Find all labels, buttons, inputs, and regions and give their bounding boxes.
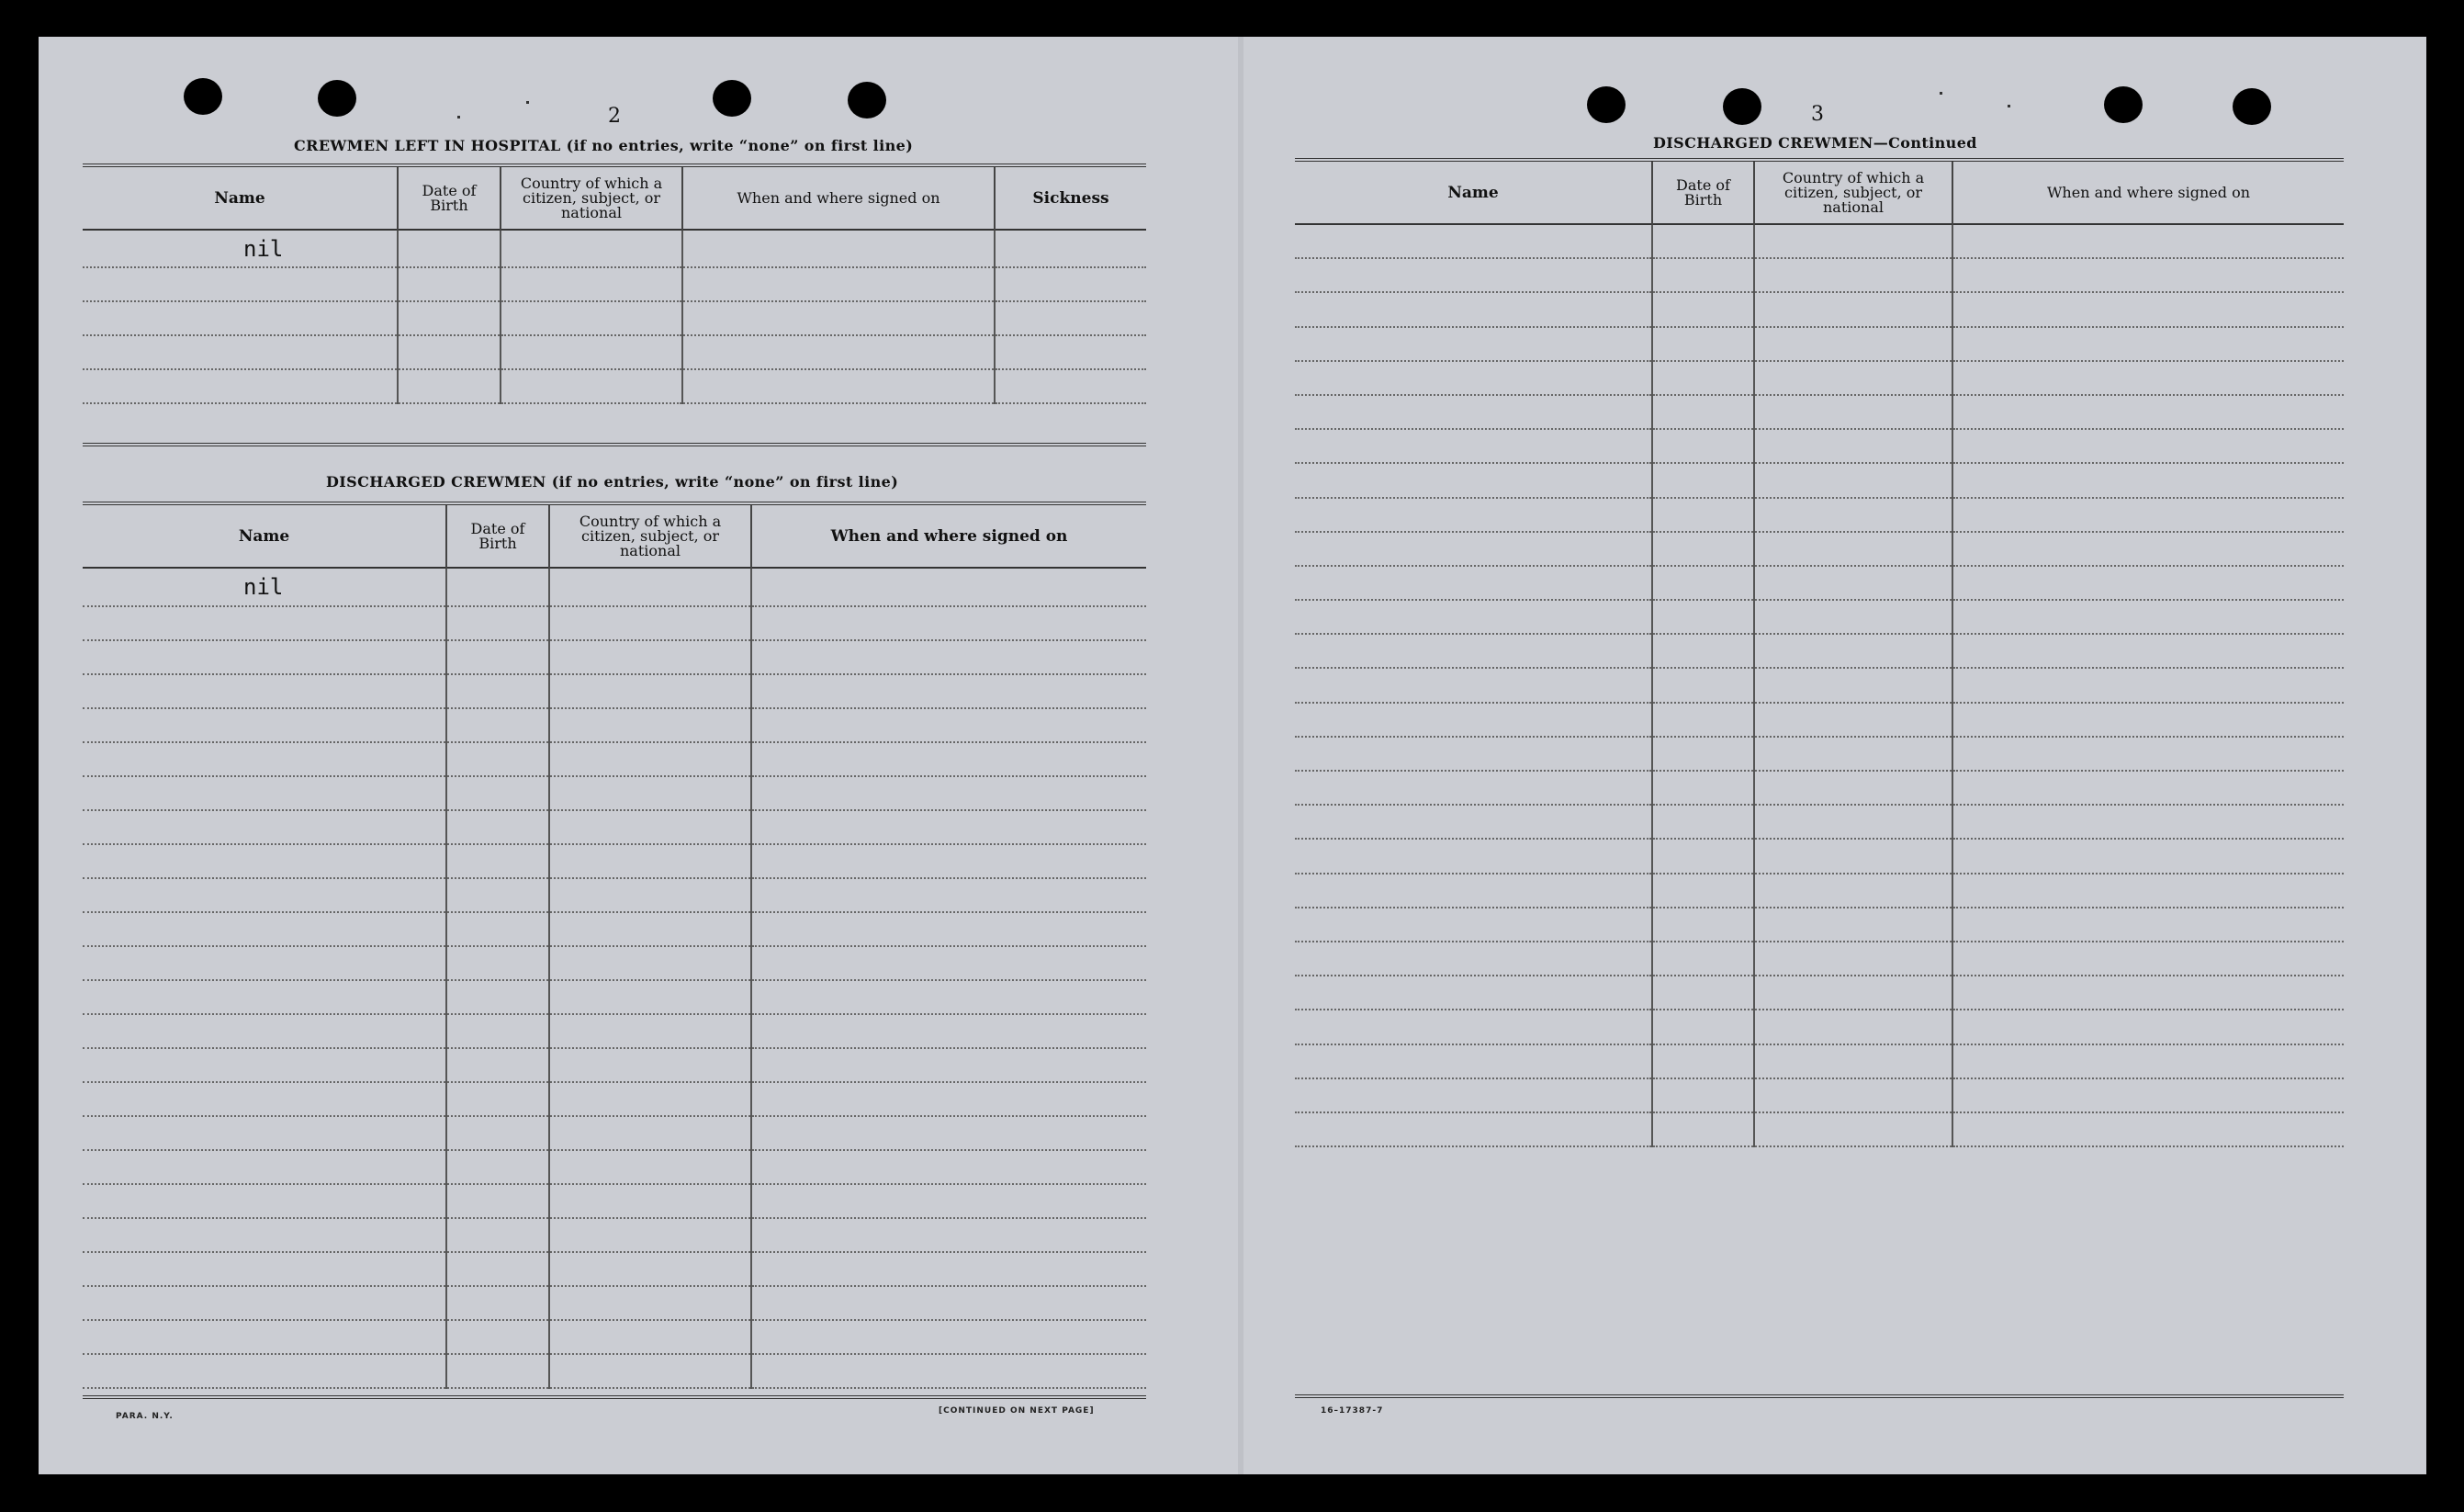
- punch-hole: [848, 82, 886, 118]
- table-row: [83, 776, 1146, 810]
- header-country: Country of which a citizen, subject, or national: [1754, 160, 1952, 224]
- table-row: [1295, 1078, 2344, 1112]
- table-row: [1295, 224, 2344, 258]
- table-row: [83, 1116, 1146, 1150]
- table-row: [83, 1218, 1146, 1252]
- table-row: [83, 674, 1146, 708]
- discharged-first-entry: nil: [83, 568, 446, 606]
- hospital-bottom-rule: [83, 443, 1146, 446]
- page-number-left: 2: [608, 105, 621, 128]
- header-country: Country of which a citizen, subject, or national: [501, 165, 682, 230]
- discharged-title-note: (if no entries, write “none” on first line): [551, 473, 899, 491]
- table-row: [83, 912, 1146, 946]
- table-row: [83, 742, 1146, 776]
- table-row: [83, 708, 1146, 742]
- punch-hole: [2233, 88, 2271, 125]
- header-date-of-birth: Date of Birth: [446, 503, 549, 568]
- speck: [2008, 105, 2010, 107]
- hospital-first-entry: nil: [83, 230, 398, 267]
- header-name: Name: [214, 188, 265, 208]
- table-row: [83, 1286, 1146, 1320]
- table-row: [1295, 361, 2344, 395]
- header-name: Name: [238, 526, 290, 546]
- punch-hole: [2104, 86, 2143, 123]
- hospital-title-note: (if no entries, write “none” on first line): [566, 137, 914, 154]
- table-row: [1295, 1010, 2344, 1044]
- footer-form-number: 16–17387-7: [1321, 1406, 1384, 1416]
- header-when-where-signed: When and where signed on: [751, 503, 1146, 568]
- table-row: [1295, 976, 2344, 1010]
- table-row: [1295, 703, 2344, 737]
- table-row: [83, 1354, 1146, 1388]
- table-row: [1295, 292, 2344, 326]
- discharged-table-right: [1295, 158, 2344, 1147]
- continued-label: —Continued: [1873, 134, 1977, 152]
- discharged-bottom-rule-left: [83, 1395, 1146, 1399]
- header-date-of-birth: Date of Birth: [1652, 160, 1754, 224]
- table-row: [83, 810, 1146, 844]
- table-row: [83, 980, 1146, 1014]
- table-row: [1295, 1044, 2344, 1078]
- table-row: [1295, 1112, 2344, 1146]
- table-row: [1295, 327, 2344, 361]
- header-sickness: Sickness: [995, 165, 1146, 230]
- table-row: [1295, 429, 2344, 463]
- table-row: [83, 1150, 1146, 1184]
- hospital-table: [83, 164, 1146, 404]
- table-row: [1295, 771, 2344, 805]
- header-when-where-signed: When and where signed on: [682, 165, 995, 230]
- table-row: [83, 1320, 1146, 1354]
- table-row: [1295, 498, 2344, 532]
- speck: [1940, 92, 1942, 95]
- table-row: [1295, 463, 2344, 497]
- table-row: [83, 1048, 1146, 1082]
- footer-printer: PARA. N.Y.: [116, 1412, 174, 1421]
- table-row: [83, 1184, 1146, 1218]
- discharged-section-title: [326, 473, 898, 491]
- table-row: [1295, 395, 2344, 429]
- table-row: [1295, 532, 2344, 566]
- table-row: [1295, 942, 2344, 976]
- discharged-table-left: [83, 502, 1146, 1389]
- hospital-title-text: CREWMEN LEFT IN HOSPITAL: [294, 137, 561, 154]
- table-row: [83, 1252, 1146, 1286]
- header-country: Country of which a citizen, subject, or national: [549, 503, 751, 568]
- punch-hole: [1723, 88, 1761, 125]
- discharged-title-text: DISCHARGED CREWMEN: [326, 473, 546, 491]
- table-row: [1295, 600, 2344, 634]
- table-row: [1295, 874, 2344, 908]
- punch-hole: [1587, 86, 1626, 123]
- header-when-where-signed: When and where signed on: [1952, 160, 2344, 224]
- speck: [526, 101, 529, 104]
- table-row: [1295, 737, 2344, 771]
- table-row: [1295, 634, 2344, 668]
- table-row: [83, 844, 1146, 878]
- table-row: [1295, 258, 2344, 292]
- footer-continued: [CONTINUED ON NEXT PAGE]: [939, 1406, 1095, 1416]
- continued-title-text: DISCHARGED CREWMEN: [1653, 134, 1873, 152]
- table-row: [1295, 805, 2344, 839]
- table-row: [1295, 839, 2344, 873]
- header-name: Name: [1447, 183, 1499, 202]
- table-row: [1295, 908, 2344, 942]
- header-date-of-birth: Date of Birth: [398, 165, 501, 230]
- table-row: [83, 946, 1146, 980]
- discharged-bottom-rule-right: [1295, 1394, 2344, 1398]
- page-fold: [1238, 37, 1243, 1474]
- hospital-section-title: [294, 137, 913, 154]
- table-row: [1295, 668, 2344, 702]
- page-number-right: 3: [1811, 103, 1824, 126]
- punch-hole: [184, 78, 222, 115]
- table-row: [83, 606, 1146, 640]
- table-row: [83, 1014, 1146, 1048]
- table-row: [83, 878, 1146, 912]
- table-row: [83, 1082, 1146, 1116]
- table-row: [1295, 566, 2344, 600]
- punch-hole: [318, 80, 356, 117]
- discharged-continued-title: [1653, 134, 1977, 152]
- punch-hole: [713, 80, 751, 117]
- speck: [457, 116, 460, 118]
- table-row: [83, 640, 1146, 674]
